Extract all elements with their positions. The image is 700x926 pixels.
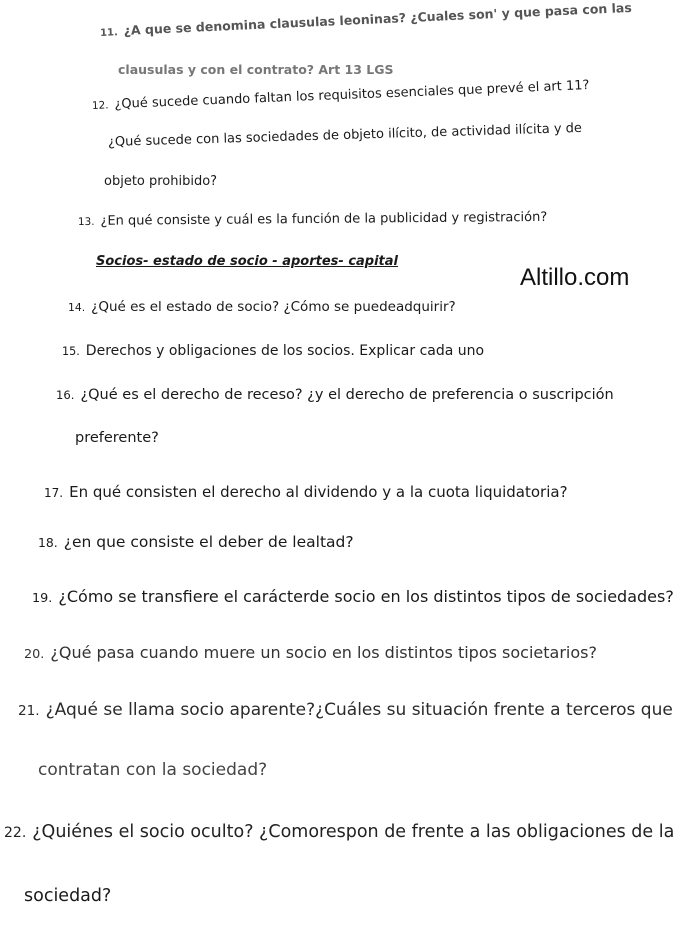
question-16-line-2: preferente? bbox=[75, 430, 159, 446]
question-21-line-2: contratan con la sociedad? bbox=[38, 760, 268, 780]
question-16-line-1: 16. ¿Qué es el derecho de receso? ¿y el derecho de preferencia o suscripción bbox=[56, 387, 614, 403]
question-12-line-3: objeto prohibido? bbox=[104, 174, 218, 189]
question-16-number: 16. bbox=[56, 388, 75, 402]
section-heading: Socios- estado de socio - aportes- capital bbox=[96, 254, 399, 269]
question-13-line-1: 13. ¿En qué consiste y cuál es la función de la publicidad y registración? bbox=[77, 209, 548, 229]
question-20-line-1: 20. ¿Qué pasa cuando muere un socio en los distintos tipos societarios? bbox=[24, 643, 597, 662]
question-21-line-1: 21. ¿Aqué se llama socio aparente?¿Cuáles su situación frente a terceros que bbox=[18, 700, 673, 720]
question-15-number: 15. bbox=[62, 345, 80, 358]
watermark: Altillo.com bbox=[520, 264, 630, 291]
question-17-line-1: 17. En qué consisten el derecho al dividendo y a la cuota liquidatoria? bbox=[44, 483, 568, 501]
question-18-number: 18. bbox=[38, 535, 58, 550]
question-19-line-1: 19. ¿Cómo se transfiere el carácterde socio en los distintos tipos de sociedades? bbox=[32, 587, 674, 606]
question-11-line-1: 11. ¿A que se denomina clausulas leoninas? ¿Cuales son' y que pasa con las bbox=[99, 0, 633, 39]
question-20-number: 20. bbox=[24, 647, 45, 662]
question-22-number: 22. bbox=[4, 825, 27, 841]
question-19-number: 19. bbox=[32, 591, 53, 606]
question-12-line-2: ¿Qué sucede con las sociedades de objeto ilícito, de actividad ilícita y de bbox=[107, 120, 583, 150]
question-22-line-1: 22. ¿Quiénes el socio oculto? ¿Comorespon de frente a las obligaciones de la bbox=[4, 822, 675, 842]
question-21-number: 21. bbox=[18, 703, 40, 719]
question-13-number: 13. bbox=[77, 215, 95, 228]
question-22-line-2: sociedad? bbox=[24, 886, 112, 906]
question-12-number: 12. bbox=[91, 99, 109, 112]
question-12-line-1: 12. ¿Qué sucede cuando faltan los requisitos esenciales que prevé el art 11? bbox=[91, 78, 590, 113]
question-14-line-1: 14. ¿Qué es el estado de socio? ¿Cómo se puedeadquirir? bbox=[68, 299, 456, 315]
question-11-number: 11. bbox=[99, 27, 119, 39]
question-17-number: 17. bbox=[44, 486, 64, 500]
question-14-number: 14. bbox=[68, 301, 86, 314]
question-11-line-2: clausulas y con el contrato? Art 13 LGS bbox=[118, 62, 394, 77]
question-15-line-1: 15. Derechos y obligaciones de los socios. Explicar cada uno bbox=[62, 343, 485, 359]
question-18-line-1: 18. ¿en que consiste el deber de lealtad? bbox=[38, 533, 354, 551]
